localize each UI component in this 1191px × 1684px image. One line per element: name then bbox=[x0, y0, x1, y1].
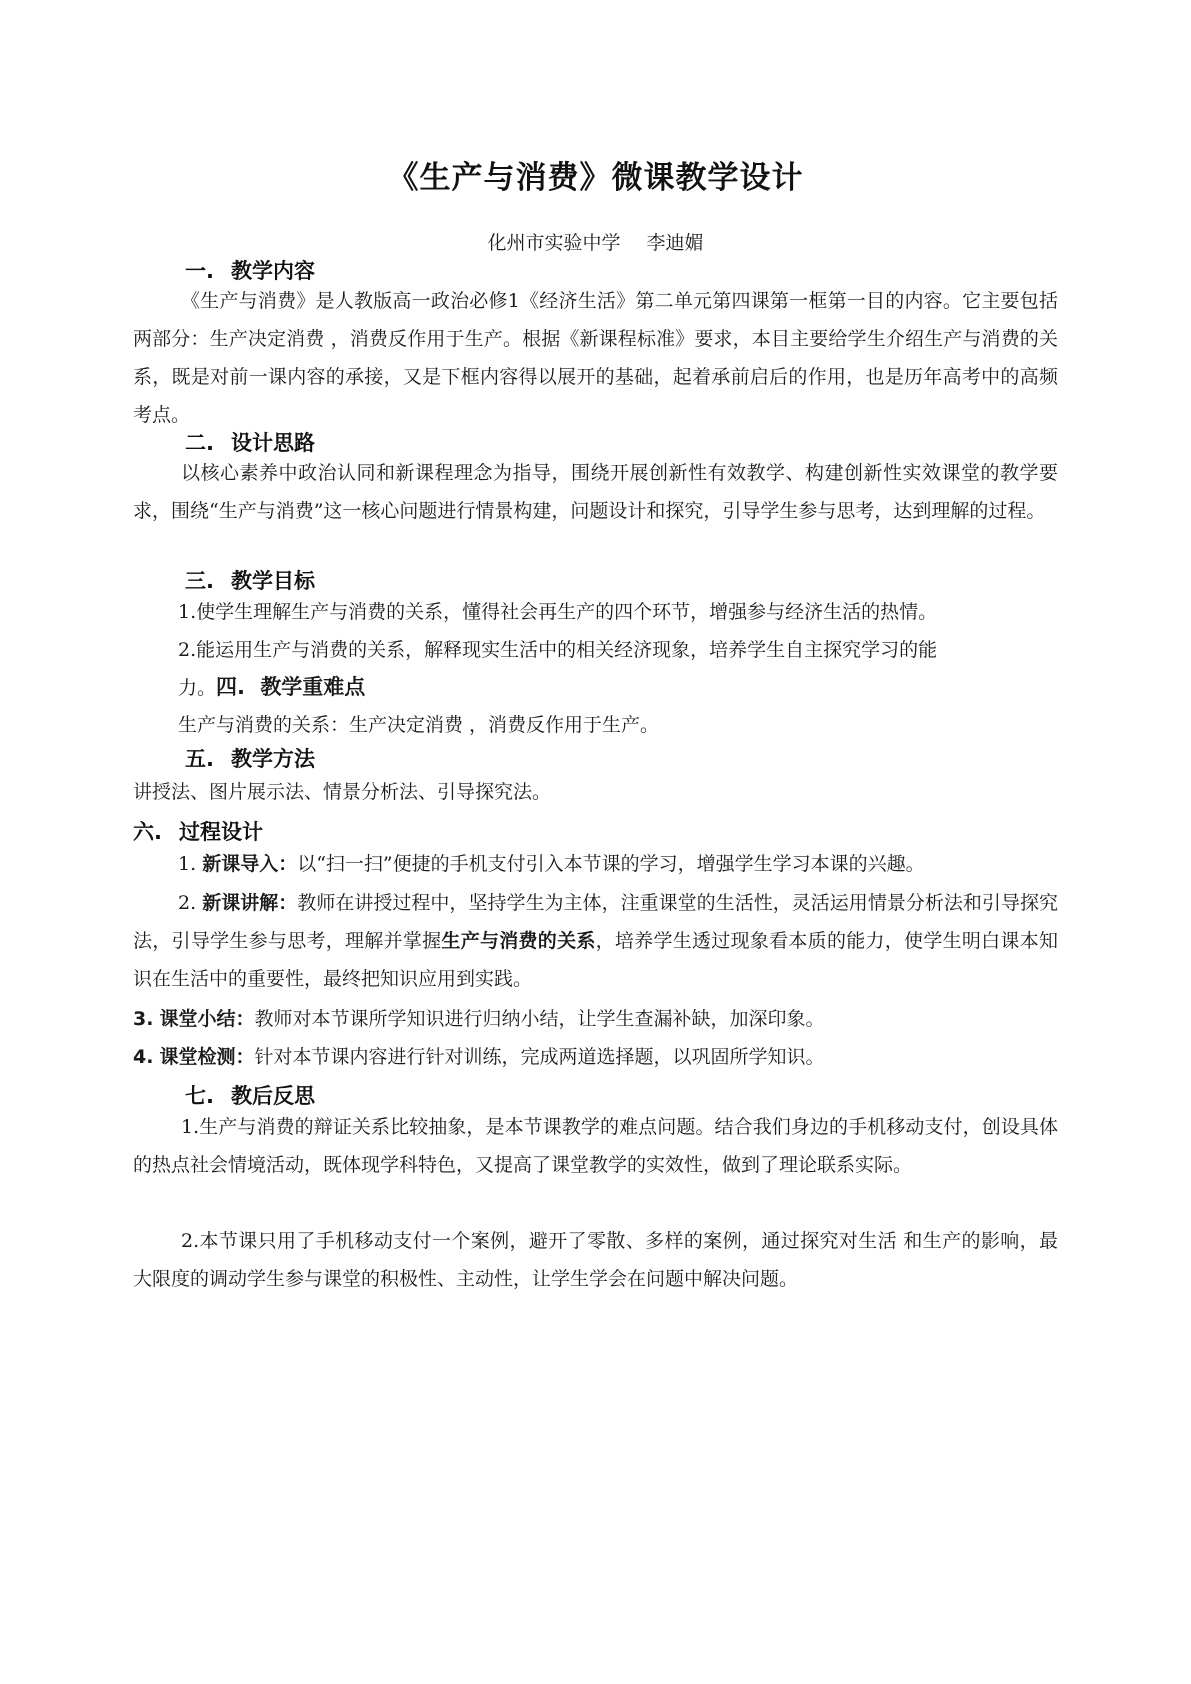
section-5-text: 讲授法、图片展示法、情景分析法、引导探究法。 bbox=[133, 781, 552, 803]
section-heading-7: 七. 教后反思 bbox=[185, 1084, 315, 1108]
process-item-4: 4. 课堂检测：针对本节课内容进行针对训练，完成两道选择题，以巩固所学知识。 bbox=[133, 1046, 825, 1068]
section-heading-3: 三. 教学目标 bbox=[185, 569, 315, 593]
objective-item-1: 1.使学生理解生产与消费的关系，懂得社会再生产的四个环节，增强参与经济生活的热情。 bbox=[178, 601, 938, 623]
process-item-3: 3. 课堂小结：教师对本节课所学知识进行归纳小结，让学生查漏补缺，加深印象。 bbox=[133, 1008, 825, 1030]
section-heading-1: 一. 教学内容 bbox=[185, 259, 315, 283]
objective-item-2: 2.能运用生产与消费的关系，解释现实生活中的相关经济现象，培养学生自主探究学习的能 bbox=[178, 639, 938, 661]
section-1-paragraph: 《生产与消费》是人教版高一政治必修1《经济生活》第二单元第四课第一框第一目的内容。它主要包括两部分：生产决定消费 ，消费反作用于生产。根据《新课程标准》要求，本目主要给学生介绍生产与消费的关系，既是对前一课内容的承接，又是下框内容得以展开的基础，起着承前启后的作用，也是历年高考中的高频考点。 bbox=[133, 290, 1058, 426]
reflection-paragraph-2: 2.本节课只用了手机移动支付一个案例，避开了零散、多样的案例，通过探究对生活 和生产的影响，最大限度的调动学生参与课堂的积极性、主动性，让学生学会在问题中解决问题。 bbox=[133, 1230, 1058, 1290]
section-2-paragraph: 以核心素养中政治认同和新课程理念为指导，围绕开展创新性有效教学、构建创新性实效课堂的教学要求，围绕“生产与消费”这一核心问题进行情景构建，问题设计和探究，引导学生参与思考，达到理解的过程。 bbox=[133, 462, 1058, 522]
process-item-2: 2. 新课讲解：教师在讲授过程中，坚持学生为主体，注重课堂的生活性，灵活运用情景分析法和引导探究法，引导学生参与思考，理解并掌握生产与消费的关系，培养学生透过现象看本质的能力，使学生明白课本知识在生活中的重要性，最终把知识应用到实践。 bbox=[133, 892, 1058, 990]
section-heading-5: 五. 教学方法 bbox=[185, 747, 315, 771]
section-heading-6: 六. 过程设计 bbox=[133, 820, 263, 844]
reflection-paragraph-1: 1.生产与消费的辩证关系比较抽象，是本节课教学的难点问题。结合我们身边的手机移动支付，创设具体的热点社会情境活动，既体现学科特色，又提高了课堂教学的实效性，做到了理论联系实际。 bbox=[133, 1116, 1058, 1176]
author-name: 李迪媚 bbox=[646, 232, 704, 254]
author-line bbox=[0, 228, 1191, 255]
author-school: 化州市实验中学 bbox=[487, 232, 621, 254]
objective-item-2-end: 力。四. 教学重难点 bbox=[178, 675, 366, 699]
section-heading-2: 二. 设计思路 bbox=[185, 431, 315, 455]
document-title: 《生产与消费》微课教学设计 bbox=[387, 160, 804, 196]
section-4-text: 生产与消费的关系：生产决定消费 ，消费反作用于生产。 bbox=[178, 714, 660, 736]
section-heading-4: 四. 教学重难点 bbox=[216, 675, 366, 699]
process-item-1: 1. 新课导入：以“扫一扫”便捷的手机支付引入本节课的学习，增强学生学习本课的兴趣。 bbox=[178, 853, 925, 875]
